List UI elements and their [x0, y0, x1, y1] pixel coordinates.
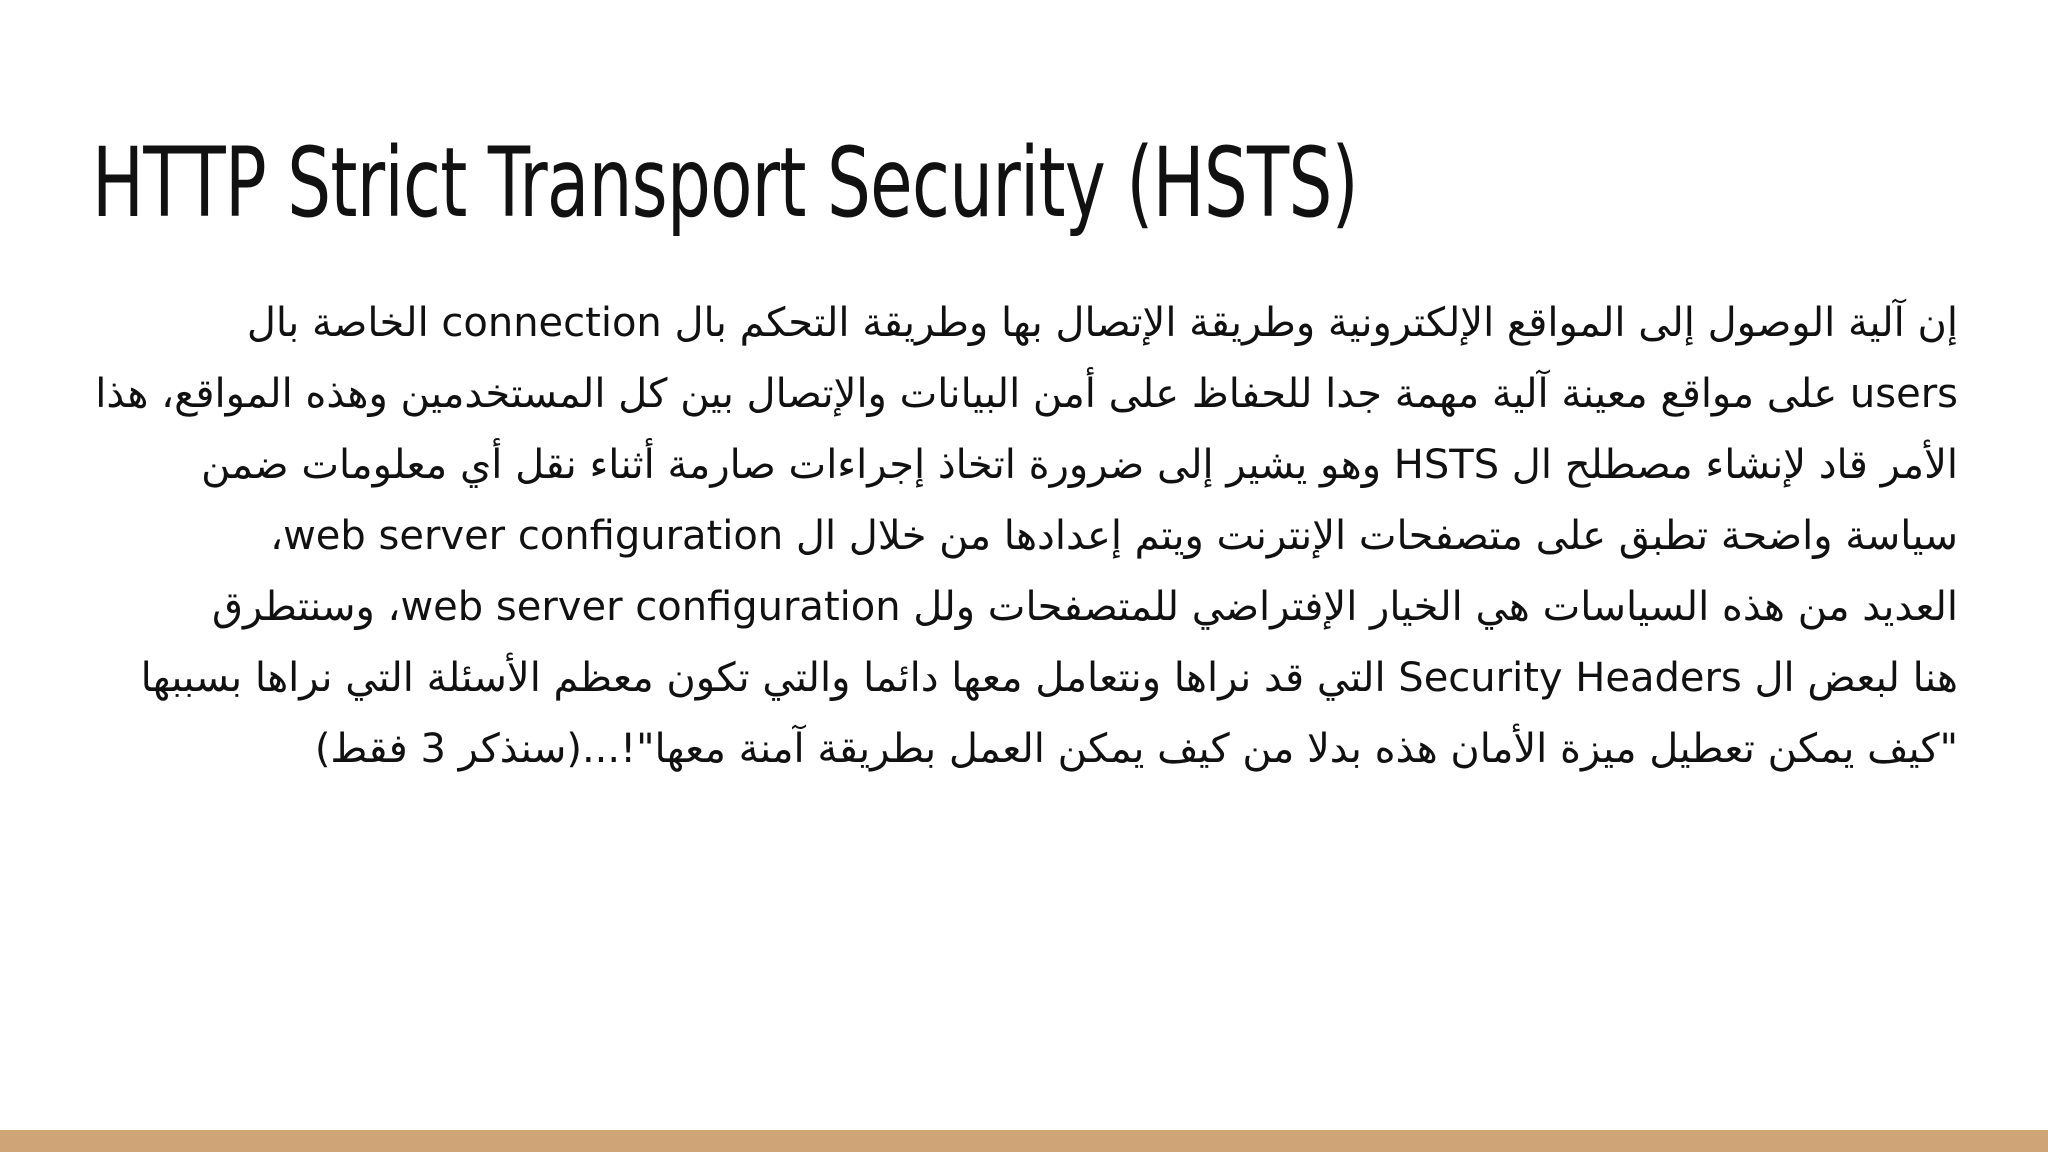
body-line: users على مواقع معينة آلية مهمة جدا للحفاظ على أمن البيانات والإتصال بين كل المستخدمين وهذه المواقع، هذا — [95, 371, 1958, 417]
body-line: إن آلية الوصول إلى المواقع الإلكترونية وطريقة الإتصال بها وطريقة التحكم بال connection الخاصة بال — [246, 300, 1958, 346]
body-line: الأمر قاد لإنشاء مصطلح ال HSTS وهو يشير إلى ضرورة اتخاذ إجراءات صارمة أثناء نقل أي معلومات ضمن — [201, 442, 1958, 488]
slide-body-text — [96, 288, 1958, 785]
slide-title: HTTP Strict Transport Security (HSTS) — [92, 127, 1358, 239]
body-line: هنا لبعض ال Security Headers التي قد نراها ونتعامل معها دائما والتي تكون معظم الأسئلة التي نراها بسببها — [140, 655, 1958, 701]
footer-accent-bar — [0, 1130, 2048, 1152]
body-line: العديد من هذه السياسات هي الخيار الإفتراضي للمتصفحات ولل web server configuration، وسنتطرق — [211, 584, 1958, 630]
body-line: "كيف يمكن تعطيل ميزة الأمان هذه بدلا من كيف يمكن العمل بطريقة آمنة معها"!...(سنذكر 3 فقط) — [314, 726, 1958, 772]
body-line: سياسة واضحة تطبق على متصفحات الإنترنت ويتم إعدادها من خلال ال web server configuration، — [270, 513, 1958, 559]
